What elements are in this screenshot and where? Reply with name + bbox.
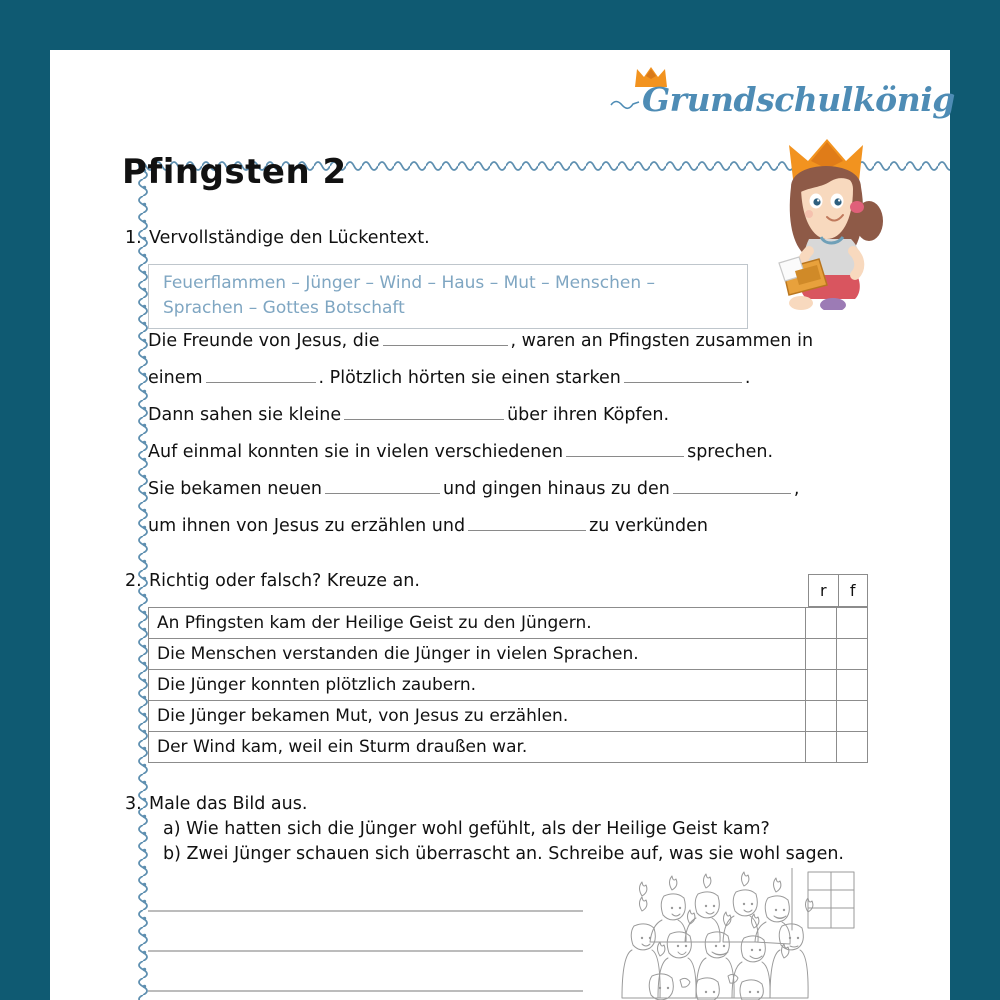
task-3a-question: a) Wie hatten sich die Jünger wohl gefühlt, als der Heilige Geist kam?: [163, 819, 770, 839]
mascot-girl-reading: [775, 135, 900, 310]
task-3-instruction: Male das Bild aus.: [149, 794, 308, 814]
statement-cell: Der Wind kam, weil ein Sturm draußen war.: [149, 732, 806, 763]
cloze-text: [148, 328, 888, 550]
table-row: [149, 639, 868, 670]
column-header-f: f: [838, 575, 868, 606]
answer-line-2[interactable]: [148, 950, 583, 952]
checkbox-cell-f[interactable]: [837, 639, 868, 670]
cloze-blank-4[interactable]: [344, 403, 504, 420]
task-2-instruction: Richtig oder falsch? Kreuze an.: [149, 571, 420, 591]
checkbox-cell-r[interactable]: [806, 732, 837, 763]
cloze-text-after: zu verkünden: [589, 516, 708, 536]
brand-name: Grundschulkönig: [642, 80, 955, 119]
cloze-blank-2[interactable]: [206, 366, 316, 383]
cloze-text-after-2: .: [744, 368, 751, 388]
answer-line-3[interactable]: [148, 990, 583, 992]
brand-logo: [610, 78, 955, 130]
task-3-number: 3.: [125, 794, 142, 814]
cloze-blank-7[interactable]: [673, 477, 791, 494]
word-bank-box: Feuerflammen – Jünger – Wind – Haus – Mut – Menschen – Sprachen – Gottes Botschaft: [148, 264, 748, 329]
column-header-r: r: [819, 581, 827, 600]
cloze-line-4: [148, 439, 888, 476]
task-2-number: 2.: [125, 571, 142, 591]
cloze-text-after: . Plötzlich hörten sie einen starken: [318, 368, 621, 388]
cloze-text-after: und gingen hinaus zu den: [443, 479, 670, 499]
cloze-line-2: [148, 365, 888, 402]
task-1-instruction: Vervollständige den Lückentext.: [149, 228, 430, 248]
statement-cell: Die Jünger bekamen Mut, von Jesus zu erzählen.: [149, 701, 806, 732]
checkbox-cell-r[interactable]: [806, 639, 837, 670]
checkbox-cell-r[interactable]: [806, 608, 837, 639]
cloze-text-before: Dann sahen sie kleine: [148, 405, 342, 425]
cloze-text-before: Sie bekamen neuen: [148, 479, 323, 499]
cloze-line-3: [148, 402, 888, 439]
statement-cell: Die Menschen verstanden die Jünger in vielen Sprachen.: [149, 639, 806, 670]
logo-swish-icon: [610, 98, 640, 110]
cloze-text-after: über ihren Köpfen.: [507, 405, 670, 425]
cloze-blank-5[interactable]: [566, 440, 684, 457]
cloze-blank-1[interactable]: [383, 329, 508, 346]
cloze-line-6: [148, 513, 888, 550]
page-title: Pfingsten 2: [122, 152, 347, 192]
cloze-blank-8[interactable]: [468, 514, 586, 531]
checkbox-cell-f[interactable]: [837, 608, 868, 639]
checkbox-cell-f[interactable]: [837, 701, 868, 732]
table-row: [149, 732, 868, 763]
checkbox-cell-r[interactable]: [806, 670, 837, 701]
table-row: [149, 670, 868, 701]
statement-cell: An Pfingsten kam der Heilige Geist zu den Jüngern.: [149, 608, 806, 639]
cloze-blank-3[interactable]: [624, 366, 742, 383]
cloze-line-1: [148, 328, 888, 365]
cloze-text-before: Die Freunde von Jesus, die: [148, 331, 380, 351]
disciples-with-flames-illustration: [620, 868, 870, 1000]
checkbox-cell-r[interactable]: [806, 701, 837, 732]
cloze-text-after-2: ,: [793, 479, 800, 499]
table-row: [149, 701, 868, 732]
cloze-text-after: , waren an Pfingsten zusammen in: [510, 331, 814, 351]
cloze-blank-6[interactable]: [325, 477, 440, 494]
true-false-column-headers: [808, 574, 868, 607]
cloze-text-before: einem: [148, 368, 203, 388]
cloze-text-before: um ihnen von Jesus zu erzählen und: [148, 516, 466, 536]
statement-cell: Die Jünger konnten plötzlich zaubern.: [149, 670, 806, 701]
task-1-number: 1.: [125, 228, 142, 248]
task-3b-question: b) Zwei Jünger schauen sich überrascht an. Schreibe auf, was sie wohl sagen.: [163, 844, 844, 864]
checkbox-cell-f[interactable]: [837, 732, 868, 763]
cloze-text-after: sprechen.: [687, 442, 774, 462]
answer-line-1[interactable]: [148, 910, 583, 912]
table-row: [149, 608, 868, 639]
cloze-text-before: Auf einmal konnten sie in vielen verschiedenen: [148, 442, 564, 462]
cloze-line-5: [148, 476, 888, 513]
true-false-table: [148, 607, 868, 763]
checkbox-cell-f[interactable]: [837, 670, 868, 701]
